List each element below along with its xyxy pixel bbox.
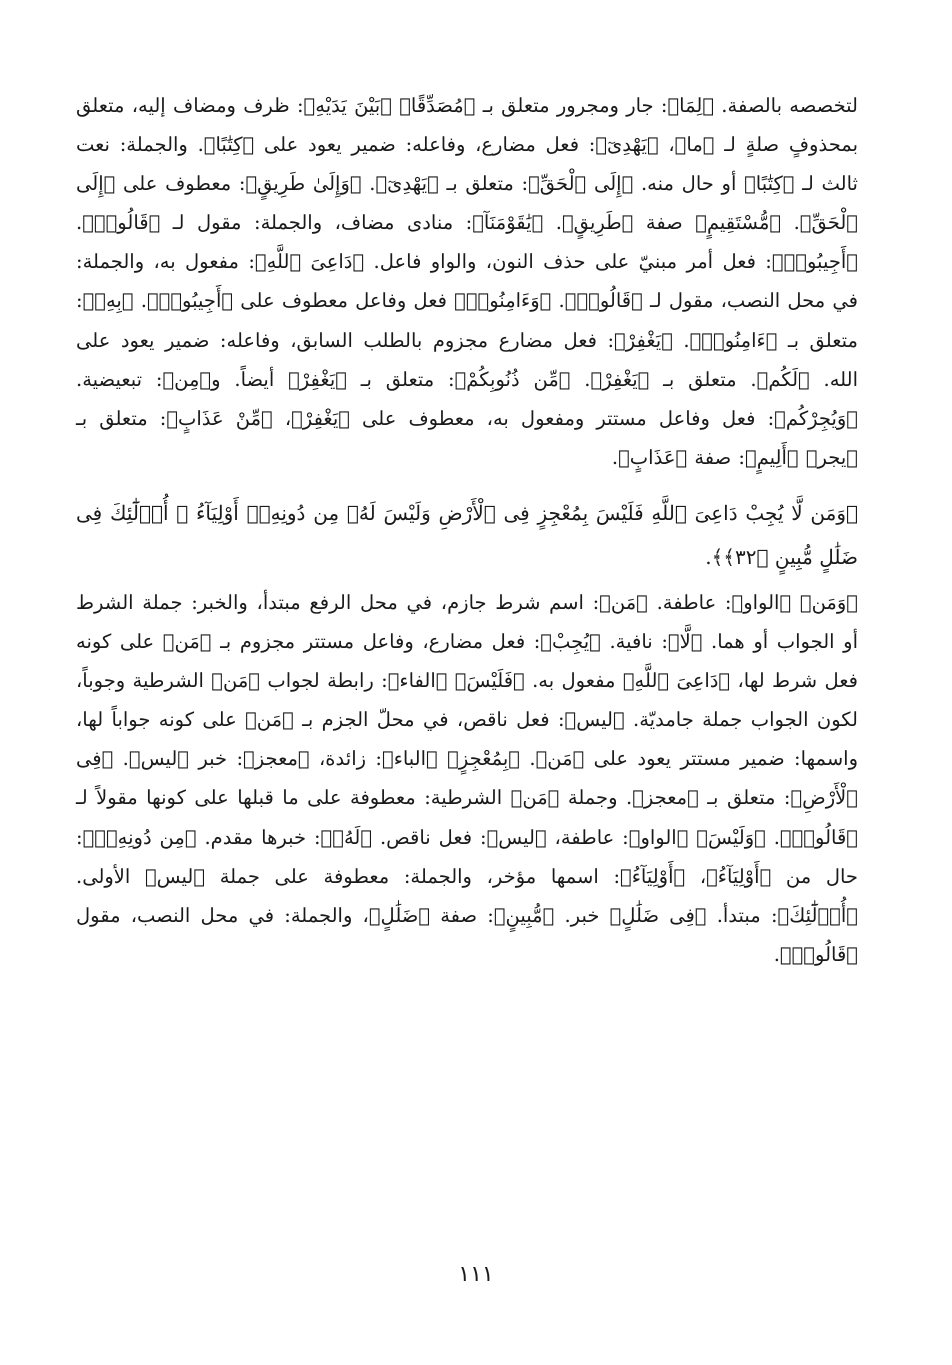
commentary-paragraph-2: ﴿وَمَن﴾ ﴿الواو﴾: عاطفة. ﴿مَن﴾: اسم شرط جازم، في محل الرفع مبتدأ، والخبر: جملة الشرط أو الجواب أو هما. ﴿لَّا﴾: نافية. ﴿يُجِبْ﴾: فعل مضارع، وفاعل مستتر مجزوم بـ ﴿مَن﴾ على كونه فعل شرط لها، ﴿دَاعِىَ ٱللَّهِ﴾ مفعول به. ﴿فَلَيْسَ﴾ ﴿الفاء﴾: رابطة لجواب ﴿مَن﴾ الشرطية وجوباً، لكون الجواب جملة جامديّة. ﴿ليس﴾: فعل ناقص، في محلّ الجزم بـ ﴿مَن﴾ على كونه جواباً لها، واسمها: ضمير مستتر يعود على ﴿مَن﴾. ﴿بِمُعْجِزٍ﴾ ﴿الباء﴾: زائدة، ﴿معجز﴾: خبر ﴿ليس﴾. ﴿فِى ٱلْأَرْضِ﴾: متعلق بـ ﴿معجز﴾. وجملة ﴿مَن﴾ الشرطية: معطوفة على ما قبلها على كونها مقولاً لـ ﴿قَالُوا۟﴾. ﴿وَلَيْسَ﴾ ﴿الواو﴾: عاطفة، ﴿ليس﴾: فعل ناقص. ﴿لَهُۥ﴾: خبرها مقدم. ﴿مِن دُونِهِۦٓ﴾: حال من ﴿أَوْلِيَآءُ﴾، ﴿أَوْلِيَآءُ﴾: اسمها مؤخر، والجملة: معطوفة على جملة ﴿ليس﴾ الأولى. ﴿أُو۟لَٰٓئِكَ﴾: مبتدأ. ﴿فِى ضَلَٰلٍ﴾ خبر. ﴿مُّبِينٍ﴾: صفة ﴿ضَلَٰلٍ﴾، والجملة: في محل النصب، مقول ﴿قَالُوا۟﴾. <box>76 590 858 966</box>
commentary-paragraph-1: لتخصصه بالصفة. ﴿لِمَا﴾: جار ومجرور متعلق بـ ﴿مُصَدِّقًا﴾ ﴿بَيْنَ يَدَيْهِ﴾: ظرف ومضاف إليه، متعلق بمحذوفٍ صلةٍ لـ ﴿ما﴾، ﴿يَهْدِىٓ﴾: فعل مضارع، وفاعله: ضمير يعود على ﴿كِتَٰبًا﴾. والجملة: نعت ثالث لـ ﴿كِتَٰبًا﴾ أو حال منه. ﴿إِلَى ٱلْحَقِّ﴾: متعلق بـ ﴿يَهْدِىٓ﴾. ﴿وَإِلَىٰ طَرِيقٍ﴾: معطوف على ﴿إِلَى ٱلْحَقِّ﴾. ﴿مُّسْتَقِيمٍ﴾ صفة ﴿طَرِيقٍ﴾. ﴿يَٰقَوْمَنَآ﴾: منادى مضاف، والجملة: مقول لـ ﴿قَالُوا۟﴾. ﴿أَجِيبُوا۟﴾: فعل أمر مبنيّ على حذف النون، والواو فاعل. ﴿دَاعِىَ ٱللَّهِ﴾: مفعول به، والجملة: في محل النصب، مقول لـ ﴿قَالُوا۟﴾. ﴿وَءَامِنُوا۟﴾ فعل وفاعل معطوف على ﴿أَجِيبُوا۟﴾. ﴿بِهِۦ﴾: متعلق بـ ﴿ءَامِنُوا۟﴾. ﴿يَغْفِرْ﴾: فعل مضارع مجزوم بالطلب السابق، وفاعله: ضمير يعود على الله. ﴿لَكُم﴾. متعلق بـ ﴿يَغْفِرْ﴾. ﴿مِّن ذُنُوبِكُمْ﴾: متعلق بـ ﴿يَغْفِرْ﴾ أيضاً. و﴿مِن﴾: تبعيضية. ﴿وَيُجِرْكُم﴾: فعل وفاعل مستتر ومفعول به، معطوف على ﴿يَغْفِرْ﴾، ﴿مِّنْ عَذَابٍ﴾: متعلق بـ ﴿يجر﴾ ﴿أَلِيمٍ﴾: صفة ﴿عَذَابٍ﴾. <box>76 94 858 469</box>
spacer <box>76 477 858 485</box>
page-content <box>76 86 858 974</box>
quran-verse: ﴿وَمَن لَّا يُجِبْ دَاعِىَ ٱللَّهِ فَلَيْسَ بِمُعْجِزٍ فِى ٱلْأَرْضِ وَلَيْسَ لَهُۥ مِن دُونِهِۦٓ أَوْلِيَآءُ ۚ أُو۟لَٰٓئِكَ فِى ضَلَٰلٍ مُّبِينٍ ﴿٣٢﴾﴾. <box>76 500 858 569</box>
page-number: ١١١ <box>458 1262 494 1287</box>
